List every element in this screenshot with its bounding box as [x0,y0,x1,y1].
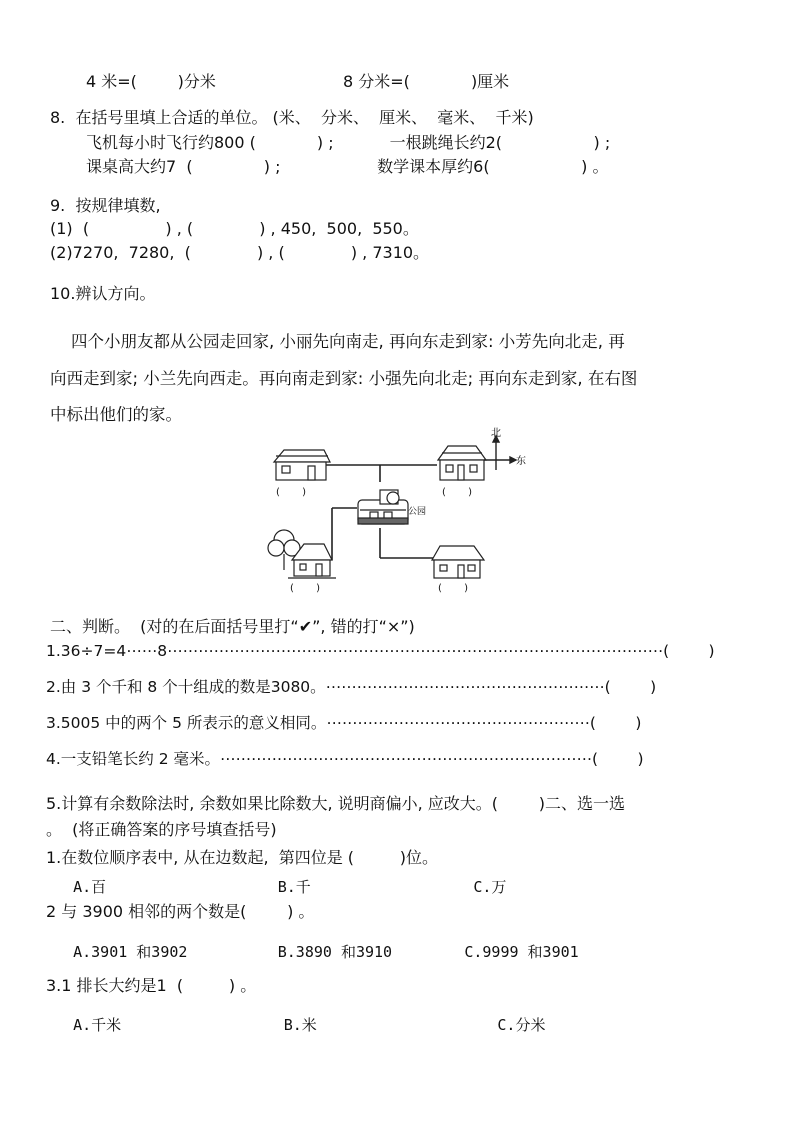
question-10-title: 10.辨认方向。 [50,284,156,303]
compass-icon [484,436,516,470]
choose-q3: 3.1 排长大约是1 ( ) 。 [46,976,257,995]
judge-item-4: 4.一支铅笔长约 2 毫米。⋯⋯⋯⋯⋯⋯⋯⋯⋯⋯⋯⋯⋯⋯⋯⋯⋯⋯⋯⋯⋯⋯⋯⋯( ) [46,750,644,768]
compass-east-label: 东 [516,456,526,467]
choose-q3-options: A.千米 B.米 C.分米 [46,1016,546,1034]
answer-slot-southwest[interactable]: ( ) [290,583,321,594]
question-10-para-2: 向西走到家; 小兰先向西走。再向南走到家: 小强先向北走; 再向东走到家, 在右图 [50,369,638,388]
house-southeast-icon [432,546,484,578]
answer-slot-northwest[interactable]: ( ) [276,487,307,498]
question-8-title: 8. 在括号里填上合适的单位。 (米、 分米、 厘米、 毫米、 千米) [50,108,534,127]
judge-item-1: 1.36÷7=4⋯⋯8⋯⋯⋯⋯⋯⋯⋯⋯⋯⋯⋯⋯⋯⋯⋯⋯⋯⋯⋯⋯⋯⋯⋯⋯⋯⋯⋯⋯⋯⋯⋯⋯( ) [46,642,715,660]
answer-slot-southeast[interactable]: ( ) [438,583,469,594]
park-label: 公园 [408,507,427,517]
direction-map-drawing [262,420,532,600]
judge-item-5: 5.计算有余数除法时, 余数如果比除数大, 说明商偏小, 应改大。( )二、选一选 [46,794,625,813]
question-9-line-1: (1) ( ) , ( ) , 450, 500, 550。 [50,219,419,238]
line-meters: 4 米=( )分米 8 分米=( )厘米 [86,72,510,91]
question-8-line-2: 课桌高大约7 ( ) ; 数学课本厚约6( ) 。 [86,157,609,176]
answer-slot-northeast[interactable]: ( ) [442,487,473,498]
choose-q1: 1.在数位顺序表中, 从在边数起, 第四位是 ( )位。 [46,848,439,867]
park-icon [358,490,408,524]
judge-item-2: 2.由 3 个千和 8 个十组成的数是3080。⋯⋯⋯⋯⋯⋯⋯⋯⋯⋯⋯⋯⋯⋯⋯⋯⋯⋯( ) [46,678,657,696]
judge-item-3: 3.5005 中的两个 5 所表示的意义相同。⋯⋯⋯⋯⋯⋯⋯⋯⋯⋯⋯⋯⋯⋯⋯⋯⋯( ) [46,714,642,732]
choose-q1-options: A.百 B.千 C.万 [46,878,507,896]
question-10-para-1: 四个小朋友都从公园走回家, 小丽先向南走, 再向东走到家: 小芳先向北走, 再 [50,332,625,351]
choose-section-note: 。 (将正确答案的序号填查括号) [46,820,277,839]
direction-map [262,420,532,600]
house-northwest-icon [274,450,330,480]
house-northeast-icon [438,446,486,480]
compass-north-label: 北 [491,428,501,439]
question-9-title: 9. 按规律填数, [50,196,161,215]
house-southwest-icon [268,530,336,578]
choose-q2: 2 与 3900 相邻的两个数是( ) 。 [46,902,315,921]
judge-section-title: 二、判断。 (对的在后面括号里打“✔”, 错的打“×”) [50,617,415,636]
question-8-line-1: 飞机每小时飞行约800 ( ) ; 一根跳绳长约2( ) ; [86,133,611,152]
question-9-line-2: (2)7270, 7280, ( ) , ( ) , 7310。 [50,243,430,262]
choose-q2-options: A.3901 和3902 B.3890 和3910 C.9999 和3901 [46,943,579,961]
question-10-para-3: 中标出他们的家。 [50,405,182,424]
